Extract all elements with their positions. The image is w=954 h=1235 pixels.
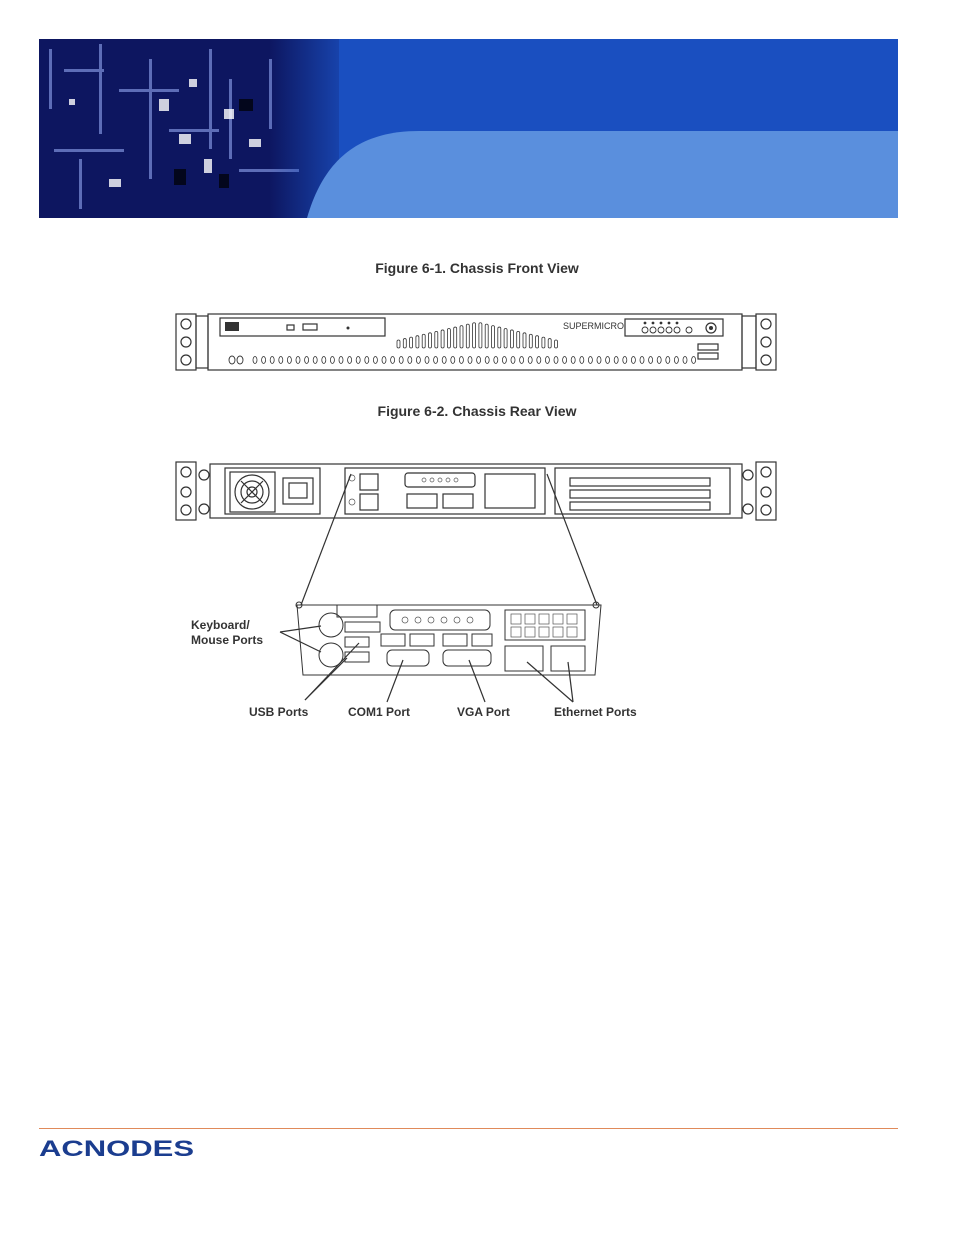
vent-hole (330, 357, 334, 364)
vent-slot (466, 324, 469, 348)
vent-hole (296, 357, 300, 364)
header-banner (39, 39, 898, 218)
vent-hole (545, 357, 549, 364)
vent-slot (479, 323, 482, 348)
vent-hole (451, 357, 455, 364)
vent-hole (502, 357, 506, 364)
usb-ports-label: USB Ports (249, 705, 309, 719)
vent-hole (666, 357, 670, 364)
vent-slot (460, 326, 463, 348)
vent-hole (537, 357, 541, 364)
vent-hole (614, 357, 618, 364)
vent-hole (382, 357, 386, 364)
vent-hole (356, 357, 360, 364)
vent-hole (657, 357, 661, 364)
figure1-caption: Figure 6-1. Chassis Front View (375, 260, 579, 276)
vent-slot (403, 339, 406, 348)
vent-hole (408, 357, 412, 364)
vent-hole (442, 357, 446, 364)
vent-hole (365, 357, 369, 364)
vent-hole (683, 357, 687, 364)
figure2-caption: Figure 6-2. Chassis Rear View (377, 403, 577, 419)
vent-slot (536, 336, 539, 348)
vent-slot (485, 324, 488, 348)
vent-hole (313, 357, 317, 364)
vent-hole (434, 357, 438, 364)
vent-hole (649, 357, 653, 364)
vent-hole (391, 357, 395, 364)
acnodes-logo-text: ACNODES (39, 1136, 194, 1160)
vent-hole (339, 357, 343, 364)
vent-hole (373, 357, 377, 364)
vent-slot (498, 327, 501, 348)
chassis-front-view (175, 312, 777, 372)
vent-slot (548, 339, 551, 348)
vent-hole (606, 357, 610, 364)
vent-hole (631, 357, 635, 364)
vent-hole (399, 357, 403, 364)
vent-slot (454, 327, 457, 348)
footer-divider (39, 1128, 898, 1129)
vent-slot (429, 333, 432, 348)
vent-hole (477, 357, 481, 364)
vent-hole (528, 357, 532, 364)
banner-graphic (39, 39, 898, 218)
vent-hole (674, 357, 678, 364)
vent-hole (348, 357, 352, 364)
vent-slot (410, 337, 413, 348)
vent-hole (588, 357, 592, 364)
keyboard-label-line2: Mouse Ports (191, 633, 264, 647)
vent-hole (468, 357, 472, 364)
vent-slot (397, 340, 400, 348)
vent-hole (253, 357, 257, 364)
vent-hole (597, 357, 601, 364)
acnodes-logo (39, 1134, 199, 1160)
vent-hole (305, 357, 309, 364)
vent-hole (554, 357, 558, 364)
vent-slot (517, 331, 520, 348)
vent-slot (473, 323, 476, 348)
vent-slot (542, 337, 545, 348)
vent-hole (262, 357, 266, 364)
chassis-rear-view (175, 460, 777, 730)
vent-hole (287, 357, 291, 364)
vent-hole (563, 357, 567, 364)
vent-hole (485, 357, 489, 364)
vent-hole (279, 357, 283, 364)
vent-hole (494, 357, 498, 364)
vent-slot (504, 328, 507, 348)
vent-hole (640, 357, 644, 364)
keyboard-label-line1: Keyboard/ (191, 618, 250, 632)
vent-slot (441, 330, 444, 348)
vent-hole (692, 357, 696, 364)
vent-slot (529, 334, 532, 348)
vent-hole (623, 357, 627, 364)
vent-slot (422, 334, 425, 348)
vent-hole (571, 357, 575, 364)
vent-hole (425, 357, 429, 364)
front-brand-mark: SUPERMICRO (563, 321, 625, 331)
vga-port-label: VGA Port (457, 705, 510, 719)
com1-port-label: COM1 Port (348, 705, 411, 719)
vent-slot (523, 333, 526, 348)
vent-slot (416, 336, 419, 348)
vent-hole (416, 357, 420, 364)
vent-slot (555, 340, 558, 348)
vent-hole (270, 357, 274, 364)
ethernet-ports-label: Ethernet Ports (554, 705, 637, 719)
vent-hole (520, 357, 524, 364)
vent-hole (511, 357, 515, 364)
vent-hole (322, 357, 326, 364)
vent-slot (435, 331, 438, 348)
vent-slot (447, 328, 450, 348)
vent-hole (580, 357, 584, 364)
vent-hole (459, 357, 463, 364)
vent-slot (510, 330, 513, 348)
vent-slot (492, 326, 495, 348)
